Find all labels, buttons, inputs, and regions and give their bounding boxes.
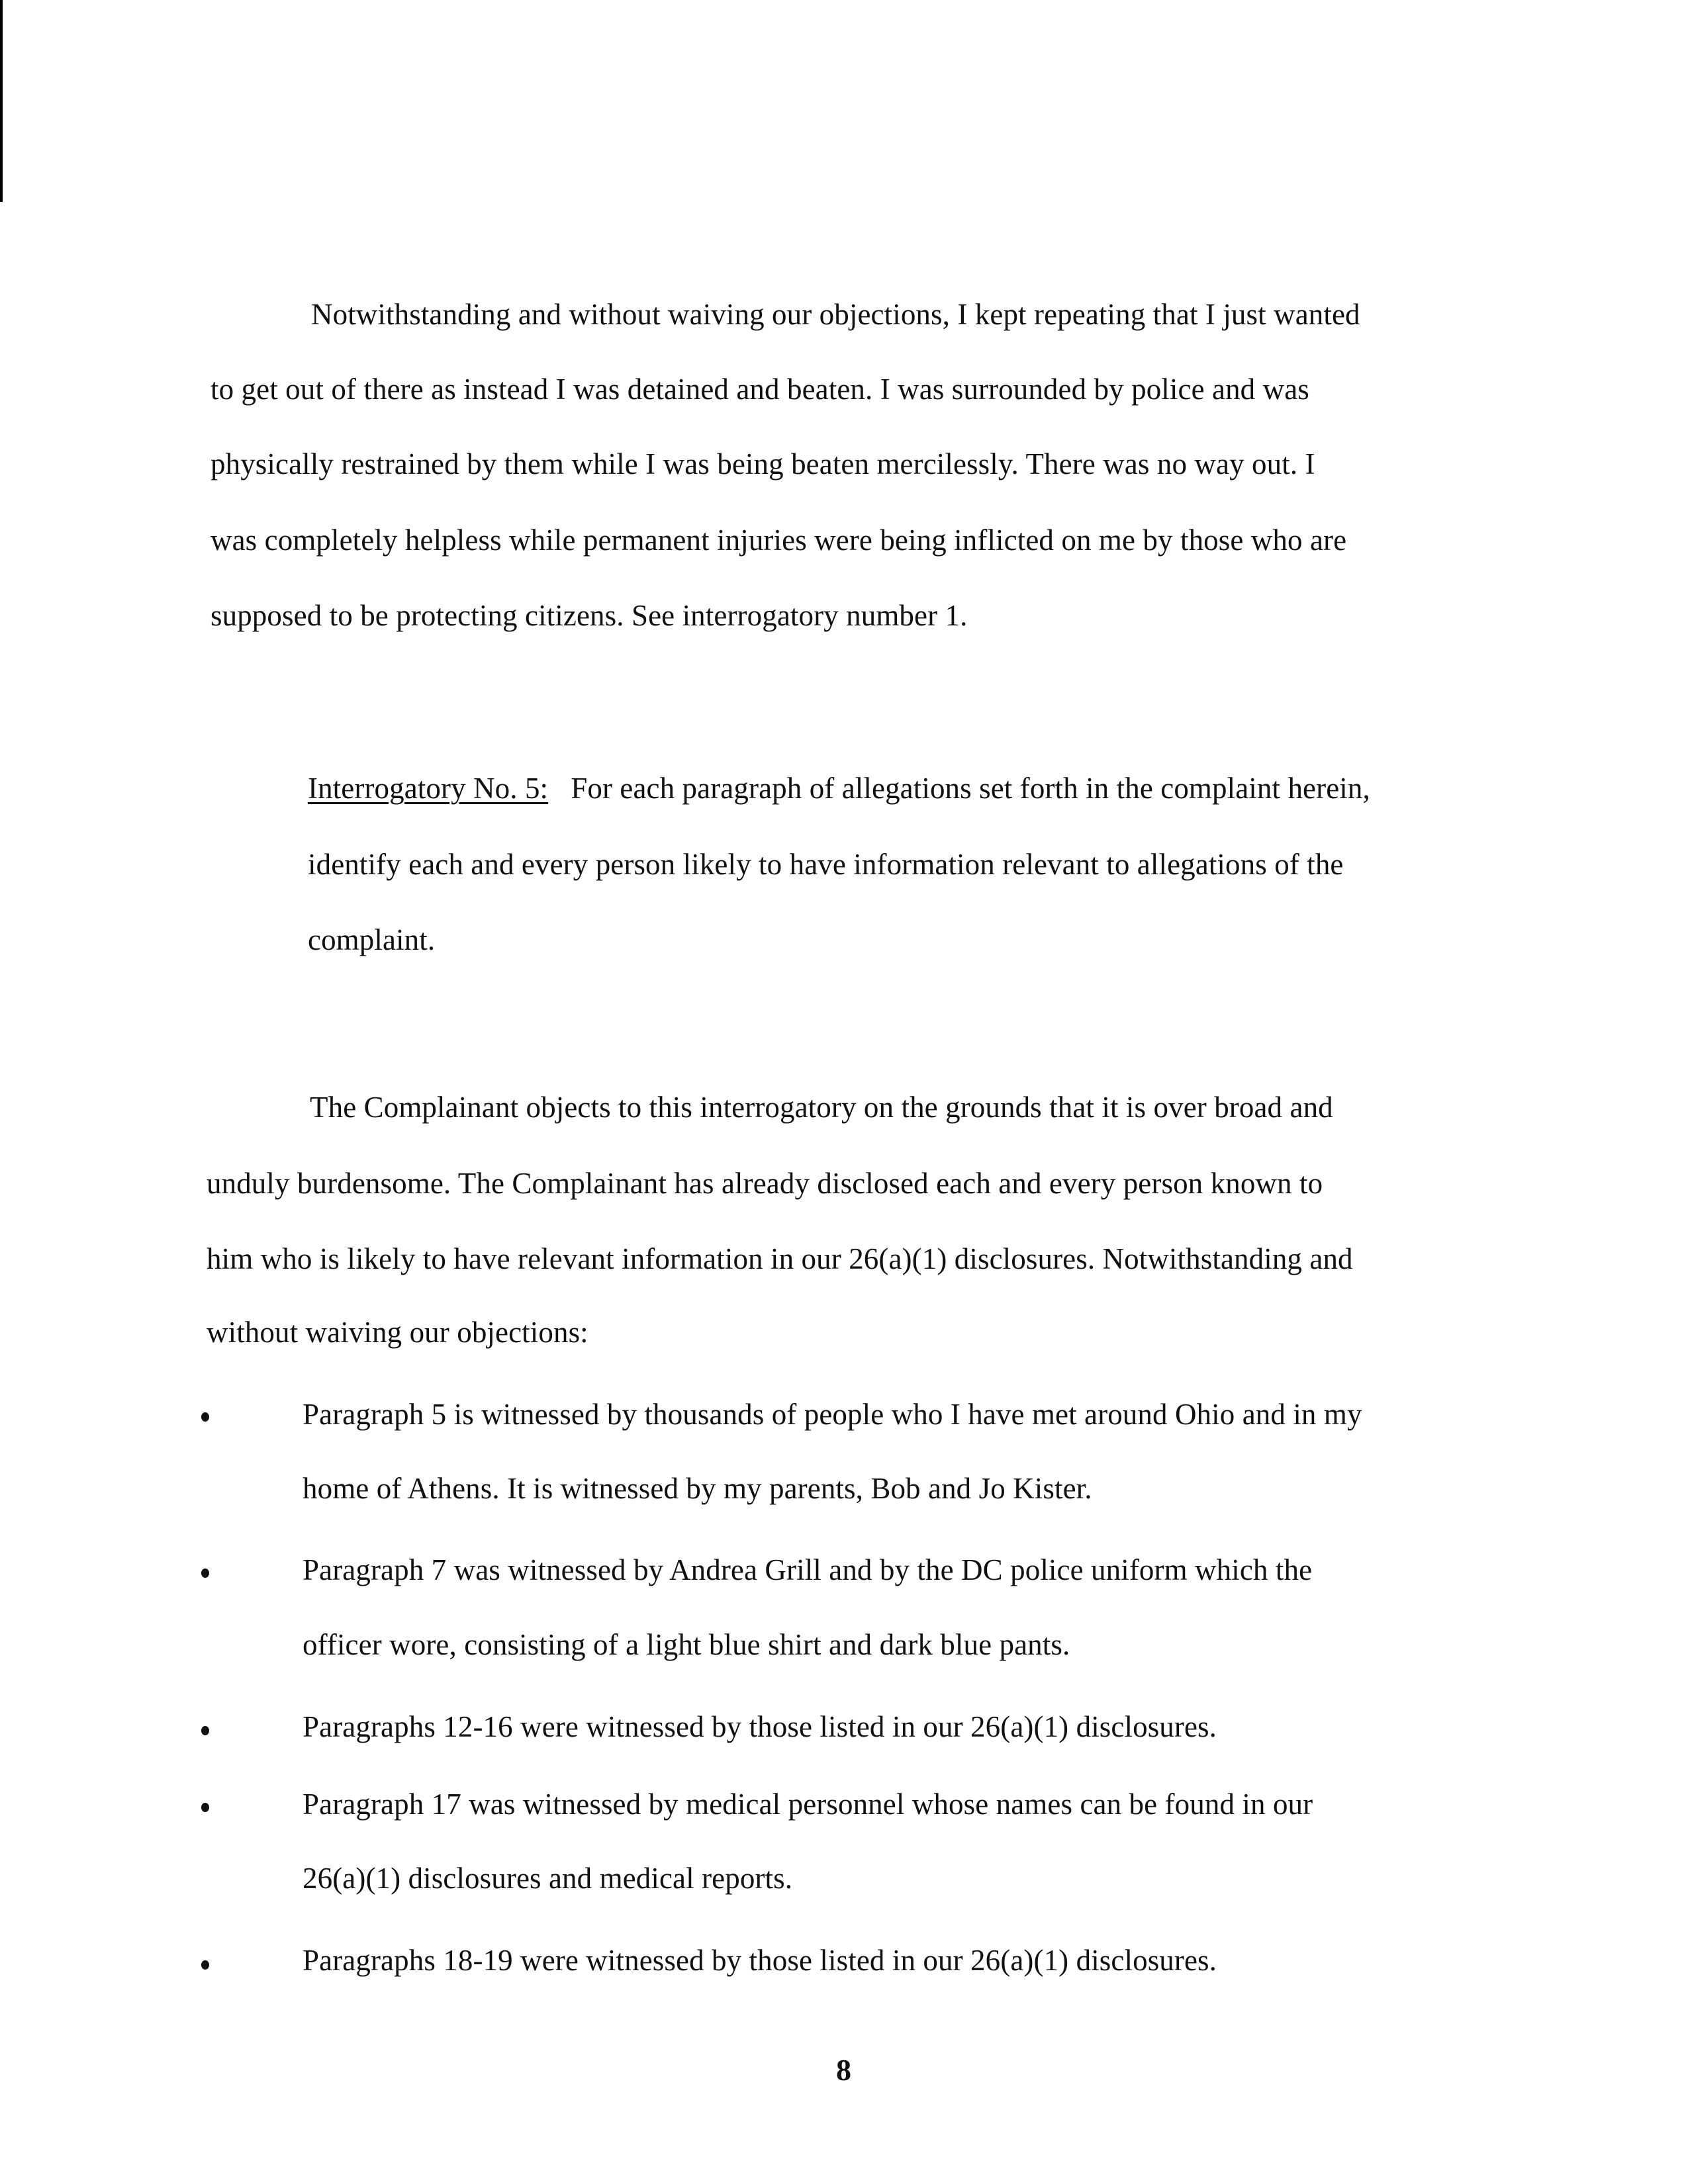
bullet-line: Paragraph 7 was witnessed by Andrea Grill and by the DC police uniform which the	[303, 1553, 1313, 1586]
bullet-line: Paragraph 5 is witnessed by thousands of people who I have met around Ohio and in my	[303, 1398, 1362, 1431]
response-line: unduly burdensome. The Complainant has already disclosed each and every person known to	[207, 1167, 1323, 1200]
bullet-line: officer wore, consisting of a light blue shirt and dark blue pants.	[303, 1628, 1070, 1661]
paragraph-line: to get out of there as instead I was detained and beaten. I was surrounded by police and was	[211, 373, 1309, 406]
interrogatory-text: For each paragraph of allegations set forth in the complaint herein,	[571, 772, 1370, 805]
bullet-line: home of Athens. It is witnessed by my parents, Bob and Jo Kister.	[303, 1472, 1092, 1505]
paragraph-line: Notwithstanding and without waiving our objections, I kept repeating that I just wanted	[311, 298, 1360, 331]
interrogatory-line: identify each and every person likely to have information relevant to allegations of the	[308, 848, 1344, 881]
bullet-icon	[201, 1960, 209, 1970]
scanner-edge-mark	[0, 0, 3, 202]
response-line: him who is likely to have relevant information in our 26(a)(1) disclosures. Notwithstanding and	[207, 1242, 1353, 1275]
bullet-icon	[201, 1803, 209, 1812]
bullet-line: Paragraph 17 was witnessed by medical personnel whose names can be found in our	[303, 1788, 1313, 1821]
response-line: The Complainant objects to this interrogatory on the grounds that it is over broad and	[310, 1091, 1333, 1124]
interrogatory-line	[308, 770, 1370, 807]
paragraph-line: physically restrained by them while I was being beaten mercilessly. There was no way out. I	[211, 447, 1315, 480]
bullet-line: Paragraphs 18-19 were witnessed by those listed in our 26(a)(1) disclosures.	[303, 1944, 1217, 1977]
bullet-icon	[201, 1726, 209, 1735]
interrogatory-label: Interrogatory No. 5:	[308, 772, 549, 805]
page-number: 8	[836, 2053, 851, 2087]
bullet-line: Paragraphs 12-16 were witnessed by those listed in our 26(a)(1) disclosures.	[303, 1710, 1217, 1743]
interrogatory-spacer	[548, 772, 571, 805]
paragraph-line: supposed to be protecting citizens. See interrogatory number 1.	[211, 599, 968, 632]
bullet-icon	[201, 1412, 209, 1422]
response-line: without waiving our objections:	[207, 1316, 588, 1349]
bullet-line: 26(a)(1) disclosures and medical reports.	[303, 1862, 793, 1895]
interrogatory-line: complaint.	[308, 923, 436, 956]
paragraph-line: was completely helpless while permanent injuries were being inflicted on me by those who are	[211, 523, 1347, 557]
bullet-icon	[201, 1569, 209, 1578]
